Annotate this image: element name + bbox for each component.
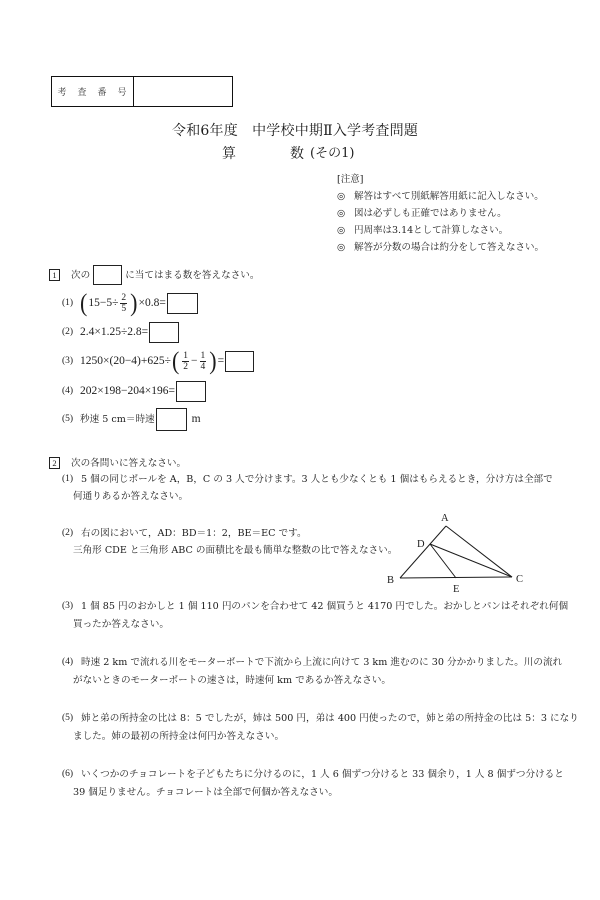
page-title: 令和6年度 中学校中期Ⅱ入学考査問題 <box>172 123 419 139</box>
notice-item <box>337 191 544 203</box>
close-paren: ) <box>130 288 138 317</box>
notice-item <box>337 208 507 220</box>
denominator: 4 <box>200 361 206 372</box>
segment-ac <box>446 526 512 577</box>
double-circle-icon: ◎ <box>337 242 346 253</box>
s1-problem-2 <box>62 320 179 344</box>
problem-text: 右の図において，AD：BD＝1：2，BE＝EC です。 <box>81 528 307 539</box>
problem-label: (5) <box>62 414 74 424</box>
problem-text: いくつかのチョコレートを子どもたちに分けるのに，1 人 6 個ずつ分けると 33 個余り，1 人 8 個ずつ分けると <box>81 769 564 780</box>
fraction <box>200 351 207 372</box>
section-number-badge: 2 <box>49 457 60 469</box>
problem-label: (1) <box>62 298 74 308</box>
vertex-label-a: A <box>441 513 449 524</box>
exam-number-label: 考 査 番 号 <box>52 77 134 106</box>
s1-problem-4 <box>62 379 206 403</box>
double-circle-icon: ◎ <box>337 208 346 219</box>
notice-text: 図は必ずしも正確ではありません。 <box>354 208 507 219</box>
section1-instruction-prefix: 次の <box>71 269 91 281</box>
numerator: 2 <box>121 292 127 303</box>
problem-text: 何通りあるか答えなさい。 <box>73 491 189 502</box>
part-label: (その1) <box>310 146 355 161</box>
numerator: 1 <box>200 350 206 361</box>
problem-label: (3) <box>62 601 74 611</box>
answer-box <box>167 293 198 314</box>
blank-box-sample <box>93 265 122 285</box>
problem-label: (6) <box>62 769 74 779</box>
denominator: 2 <box>183 361 189 372</box>
problem-label: (4) <box>62 657 74 667</box>
exam-number-box <box>51 76 233 107</box>
subject-char-left: 算 <box>222 146 236 162</box>
problem-label: (4) <box>62 386 74 396</box>
exam-number-field <box>134 77 232 106</box>
problem-label: (3) <box>62 356 74 366</box>
notice-heading: [注意] <box>337 174 364 185</box>
unit-label: m <box>191 413 201 425</box>
triangle-figure <box>380 505 530 597</box>
open-paren: ( <box>80 288 88 317</box>
double-circle-icon: ◎ <box>337 191 346 202</box>
expression: 202×198−204×196= <box>80 385 175 397</box>
s1-problem-1 <box>62 288 198 317</box>
close-paren: ) <box>209 346 217 375</box>
problem-text: がないときのモーターボートの速さは，時速何 km であるか答えなさい。 <box>73 675 392 686</box>
s1-problem-3 <box>62 346 254 375</box>
problem-text: 三角形 CDE と三角形 ABC の面積比を最も簡単な整数の比で答えなさい。 <box>73 545 398 556</box>
problem-label: (2) <box>62 528 74 538</box>
problem-label: (5) <box>62 713 74 723</box>
expression: 秒速 5 cm＝時速 <box>80 413 155 425</box>
problem-text: ました。姉の最初の所持金は何円か答えなさい。 <box>73 731 285 742</box>
problem-text: 39 個足りません。チョコレートは全部で何個か答えなさい。 <box>73 787 338 798</box>
section2-header <box>49 451 186 475</box>
expression-part: 15−5÷ <box>88 297 119 309</box>
vertex-label-b: B <box>387 575 395 586</box>
problem-label: (2) <box>62 327 74 337</box>
expression: 2.4×1.25÷2.8= <box>80 326 149 338</box>
notice-item <box>337 225 508 237</box>
open-paren: ( <box>171 346 180 375</box>
vertex-label-c: C <box>516 574 524 585</box>
expression-part: = <box>217 355 225 367</box>
notice-text: 円周率は3.14として計算しなさい。 <box>354 225 509 236</box>
expression-part: 1250×(20−4)+625÷ <box>80 355 171 367</box>
notice-text: 解答はすべて別紙解答用紙に記入しなさい。 <box>354 191 544 202</box>
fraction <box>182 351 189 372</box>
answer-box <box>149 322 179 343</box>
section1-instruction-suffix: に当てはまる数を答えなさい。 <box>125 269 260 281</box>
section-number-badge: 1 <box>49 269 60 281</box>
answer-box <box>225 351 254 372</box>
vertex-label-e: E <box>453 584 460 595</box>
expression-part: ×0.8= <box>138 297 166 309</box>
problem-label: (1) <box>62 474 74 484</box>
vertex-label-d: D <box>417 539 425 550</box>
answer-box <box>176 381 206 402</box>
notice-text: 解答が分数の場合は約分をして答えなさい。 <box>354 242 545 253</box>
problem-text: 1 個 85 円のおかしと 1 個 110 円のパンを合わせて 42 個買うと 4170 円でした。おかしとパンはそれぞれ何個 <box>81 601 569 612</box>
denominator: 5 <box>121 303 127 314</box>
fraction <box>120 293 127 314</box>
problem-text: 姉と弟の所持金の比は 8：5 でしたが，姉は 500 円，弟は 400 円使ったので，姉と弟の所持金の比は 5：3 になり <box>81 713 579 724</box>
minus-sign: − <box>191 355 198 367</box>
problem-text: 5 個の同じボールを A，B，C の 3 人で分けます。3 人とも少なくとも 1 個はもらえるとき，分け方は全部で <box>81 474 553 485</box>
problem-text: 買ったか答えなさい。 <box>73 619 169 630</box>
notice-item <box>337 242 544 254</box>
subject-char-right: 数 <box>290 146 304 162</box>
problem-text: 時速 2 km で流れる川をモーターボートで下流から上流に向けて 3 km 進むのに 30 分かかりました。川の流れ <box>81 657 563 668</box>
segment-ab <box>400 526 446 578</box>
section2-instruction: 次の各問いに答えなさい。 <box>71 457 187 469</box>
section1-header <box>49 263 260 287</box>
s1-problem-5 <box>62 407 201 431</box>
double-circle-icon: ◎ <box>337 225 346 236</box>
numerator: 1 <box>183 350 189 361</box>
answer-box <box>156 408 187 431</box>
